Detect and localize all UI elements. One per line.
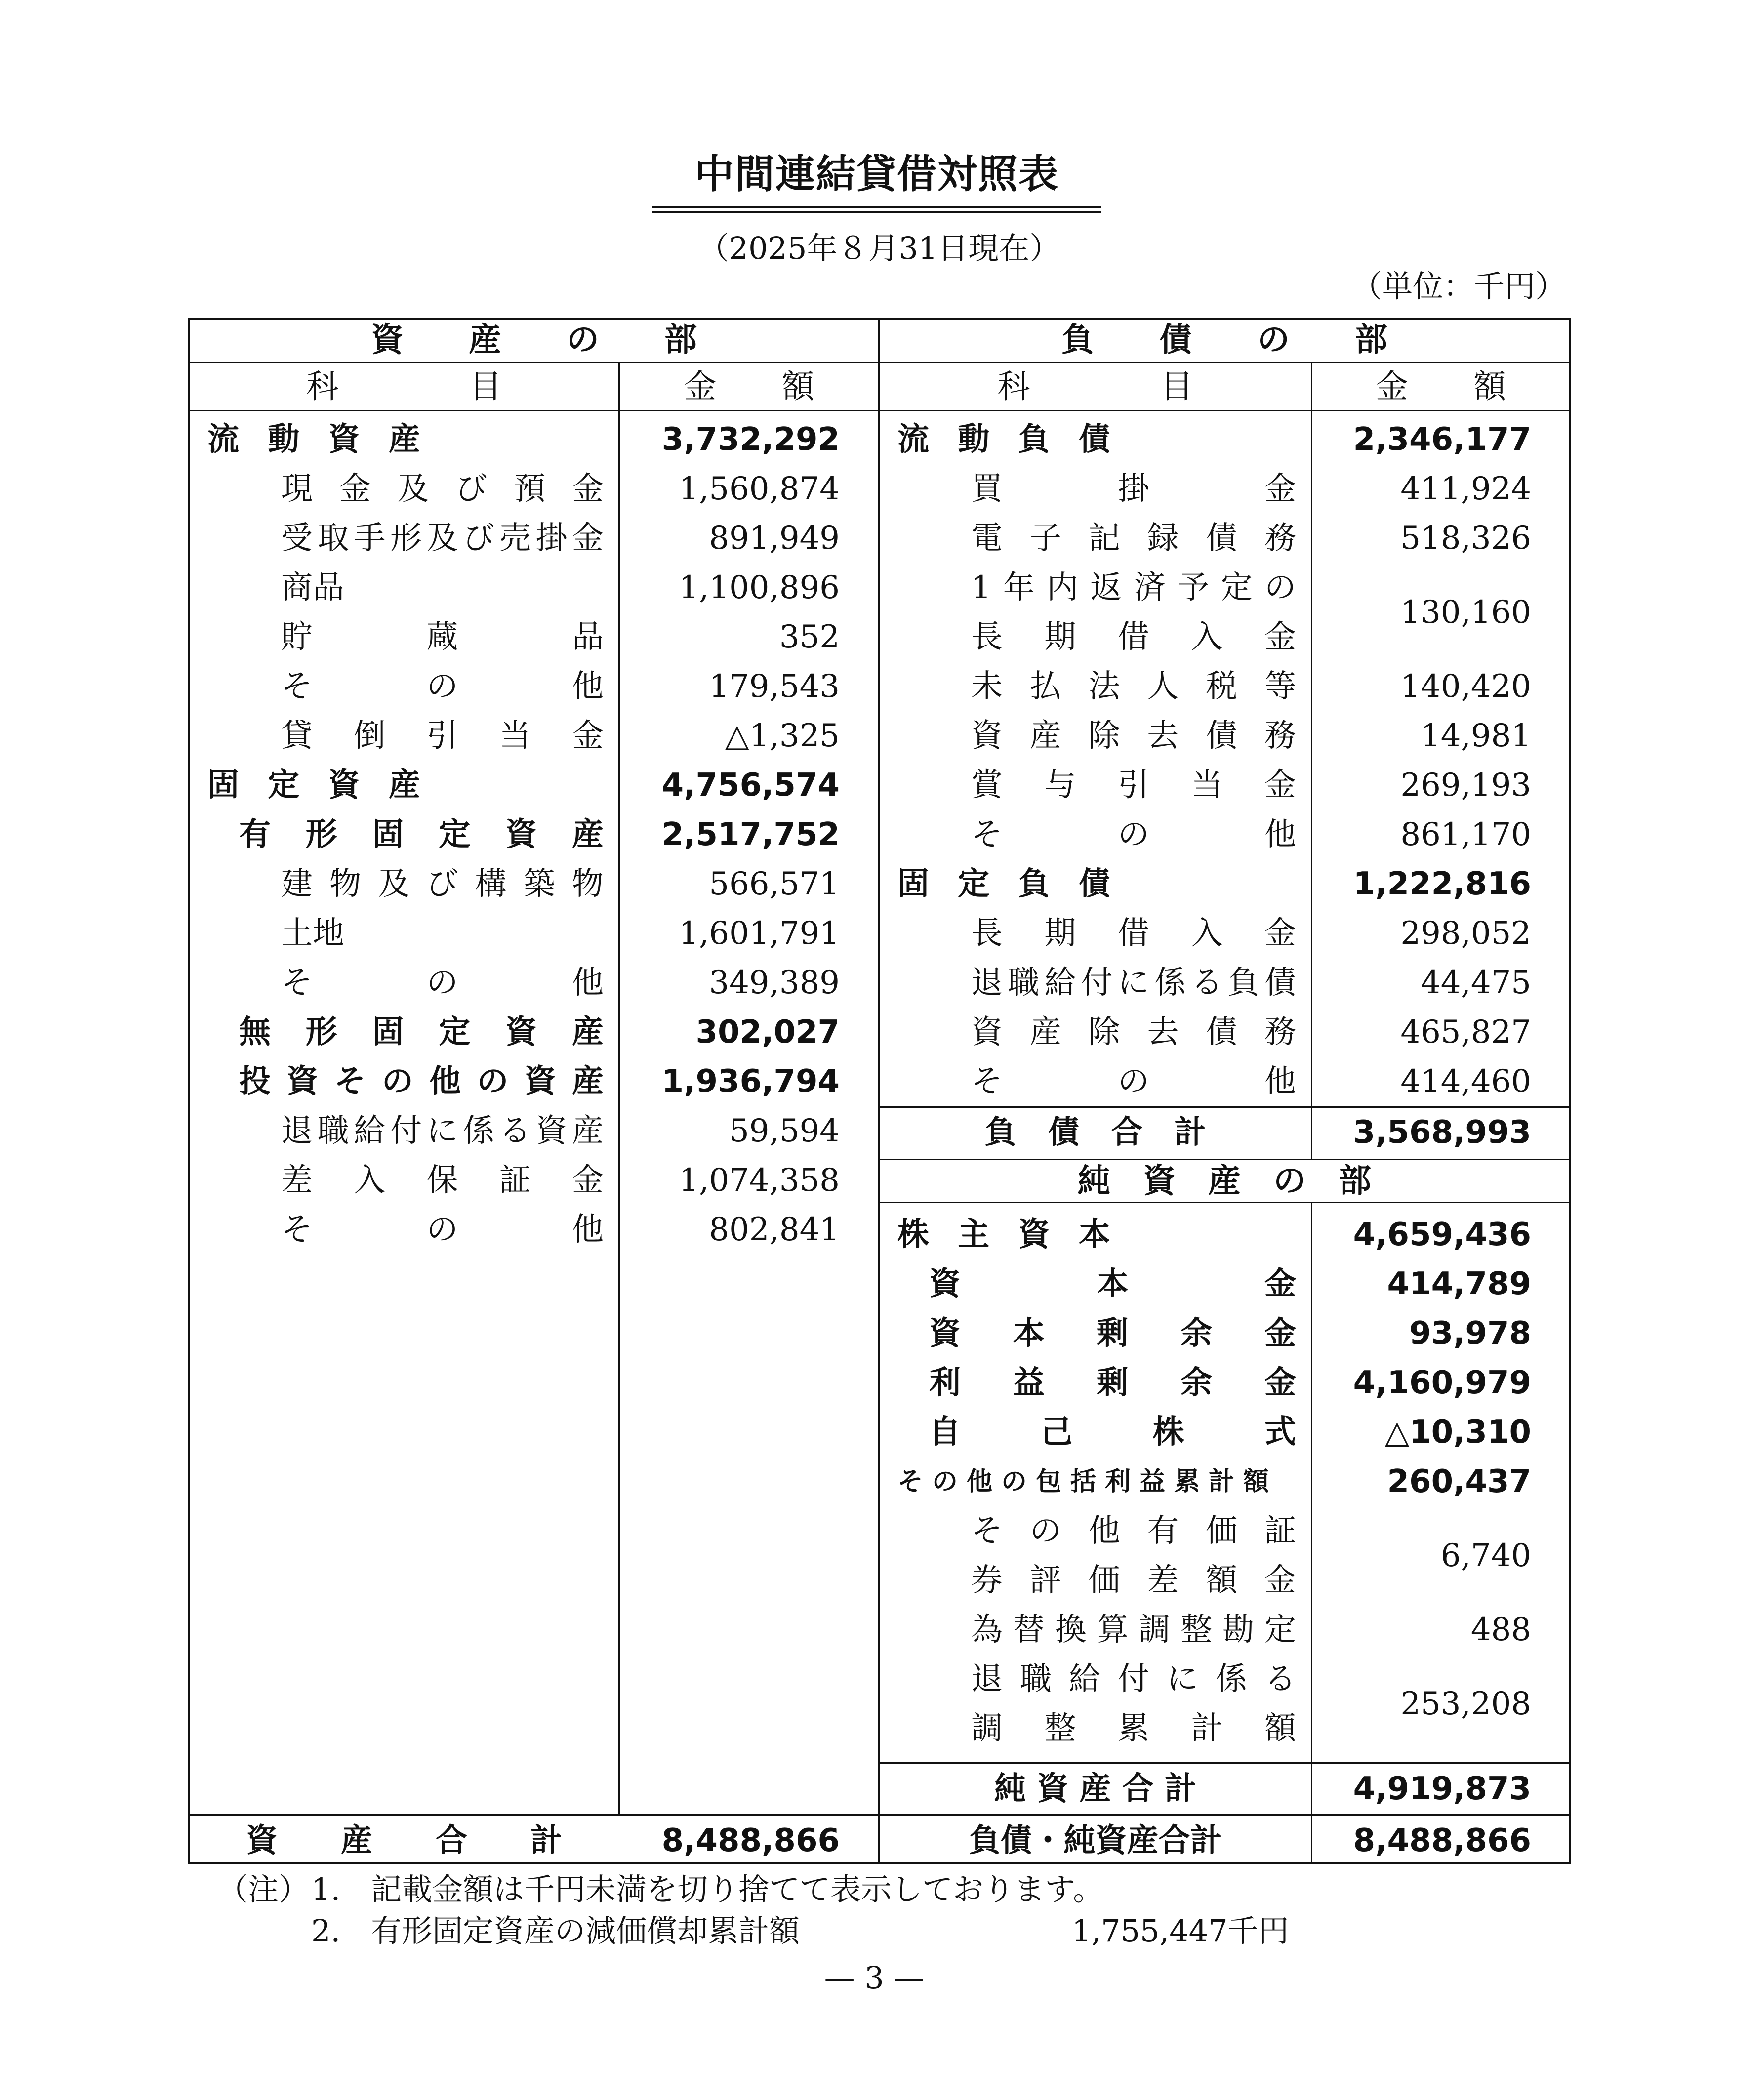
column-header-rule	[188, 410, 1571, 411]
row-label: 未払法人税等	[971, 668, 1296, 705]
row-amount: 298,052	[1400, 915, 1531, 952]
row-amount: 1,100,896	[679, 569, 840, 606]
row-label: その他	[971, 1063, 1296, 1100]
row-label: 1年内返済予定の	[971, 569, 1296, 606]
row-amount: 1,560,874	[679, 471, 840, 507]
row-label: 現金及び預金	[281, 471, 604, 507]
row-label: 自己株式	[929, 1414, 1296, 1451]
row-label: 貸倒引当金	[281, 718, 604, 754]
row-amount: 4,659,436	[1353, 1216, 1531, 1253]
row-amount: 260,437	[1387, 1463, 1531, 1500]
row-amount: 4,756,574	[661, 767, 840, 804]
row-amount: 352	[779, 619, 840, 655]
row-amount: 891,949	[709, 520, 840, 557]
row-label: 券評価差額金	[971, 1562, 1296, 1599]
row-label: 退職給付に係る資産	[281, 1113, 604, 1149]
assets-total-amount: 8,488,866	[661, 1822, 840, 1859]
row-label: 流 動 負 債	[897, 421, 1119, 458]
row-amount: 4,160,979	[1353, 1365, 1531, 1401]
note-line-2-value: 1,755,447千円	[1072, 1913, 1289, 1949]
row-label: 長期借入金	[971, 619, 1296, 655]
row-label: その他	[281, 965, 604, 1001]
row-label: 差入保証金	[281, 1162, 604, 1199]
page-title: 中間連結貸借対照表	[694, 151, 1059, 197]
row-label: 電子記録債務	[971, 520, 1296, 557]
row-label: 退職給付に係る	[971, 1661, 1296, 1697]
row-label: 調整累計額	[971, 1710, 1296, 1747]
row-label: 為替換算調整勘定	[971, 1612, 1296, 1648]
row-amount: 861,170	[1400, 816, 1531, 853]
liabilities-total-amount: 3,568,993	[1353, 1114, 1531, 1151]
assets-item-column-header: 科 目	[306, 367, 502, 405]
row-label: その他	[281, 1212, 604, 1248]
title-underline-lower	[652, 211, 1101, 213]
row-label: 商品	[281, 569, 344, 606]
liabilities-column-divider	[1311, 362, 1312, 1160]
row-amount: △10,310	[1384, 1414, 1531, 1451]
row-amount: 93,978	[1409, 1315, 1531, 1352]
net-assets-column-divider	[1311, 1202, 1312, 1864]
row-label: 貯蔵品	[281, 619, 604, 655]
notes-prefix: （注）	[217, 1871, 310, 1907]
row-amount: 1,074,358	[679, 1162, 840, 1199]
row-label: 株 主 資 本	[897, 1216, 1119, 1253]
row-label: 資本金	[929, 1266, 1296, 1302]
net-assets-total-amount: 4,919,873	[1353, 1771, 1531, 1807]
row-label: 資産除去債務	[971, 718, 1296, 754]
liabilities-section-header: 負 債 の 部	[1061, 321, 1387, 359]
row-amount: 1,601,791	[679, 915, 840, 952]
row-amount: 2,346,177	[1353, 421, 1531, 458]
row-label: 無形固定資産	[239, 1014, 604, 1050]
row-amount: 302,027	[695, 1014, 840, 1050]
row-amount: 269,193	[1400, 767, 1531, 804]
row-label: その他	[971, 816, 1296, 853]
row-amount: 140,420	[1400, 668, 1531, 705]
row-label: 買掛金	[971, 471, 1296, 507]
row-label: 固 定 負 債	[897, 866, 1119, 902]
row-amount: 566,571	[709, 866, 840, 902]
title-underline	[652, 206, 1101, 208]
row-label: その他有価証	[971, 1513, 1296, 1549]
row-amount: 518,326	[1400, 520, 1531, 557]
assets-liabilities-divider	[878, 318, 880, 1864]
note-line-1: 1. 記載金額は千円未満を切り捨てて表示しております。	[311, 1871, 1104, 1907]
row-label: 固 定 資 産	[207, 767, 429, 804]
grand-total-label: 負債・純資産合計	[969, 1822, 1222, 1859]
row-label: 土地	[281, 915, 344, 952]
net-assets-total-top-rule	[878, 1762, 1571, 1764]
row-label: 受取手形及び売掛金	[281, 520, 604, 557]
assets-total-label: 資 産 合 計	[246, 1822, 562, 1859]
row-amount: 1,936,794	[661, 1063, 840, 1100]
row-label: その他	[281, 668, 604, 705]
row-amount: 414,789	[1387, 1266, 1531, 1302]
row-amount: 488	[1470, 1612, 1531, 1648]
row-label: 退職給付に係る負債	[971, 965, 1296, 1001]
assets-column-divider	[618, 362, 620, 1814]
net-assets-total-label: 純 資 産 合 計	[994, 1771, 1197, 1807]
liabilities-item-column-header: 科 目	[997, 367, 1193, 405]
liabilities-total-label: 負 債 合 計	[984, 1114, 1206, 1151]
section-header-rule	[188, 362, 1571, 363]
row-label: 賞与引当金	[971, 767, 1296, 804]
row-amount: 349,389	[709, 965, 840, 1001]
row-amount: 414,460	[1400, 1063, 1531, 1100]
row-label: 投資その他の資産	[239, 1063, 604, 1100]
row-amount: 802,841	[709, 1212, 840, 1248]
report-date: （2025年８月31日現在）	[698, 230, 1060, 266]
row-amount: 6,740	[1440, 1537, 1531, 1574]
row-label: 建物及び構築物	[281, 866, 604, 902]
row-amount: △1,325	[725, 718, 840, 754]
row-label: その他の包括利益累計額	[897, 1467, 1278, 1496]
page-number: — 3 —	[824, 1960, 925, 1996]
row-amount: 14,981	[1421, 718, 1531, 754]
row-label: 流 動 資 産	[207, 421, 429, 458]
row-label: 長期借入金	[971, 915, 1296, 952]
assets-section-header: 資 産 の 部	[371, 321, 697, 359]
row-amount: 44,475	[1421, 965, 1531, 1001]
net-assets-section-header: 純 資 産 の 部	[1078, 1162, 1371, 1200]
row-amount: 3,732,292	[661, 421, 840, 458]
liabilities-amount-column-header: 金 額	[1376, 367, 1506, 405]
row-label: 資産除去債務	[971, 1014, 1296, 1050]
row-amount: 130,160	[1400, 594, 1531, 631]
grand-total-top-rule	[188, 1814, 1571, 1816]
row-amount: 59,594	[729, 1113, 840, 1149]
row-amount: 411,924	[1400, 471, 1531, 507]
grand-total-amount: 8,488,866	[1353, 1822, 1531, 1859]
row-amount: 253,208	[1400, 1686, 1531, 1722]
row-amount: 179,543	[709, 668, 840, 705]
row-label: 資本剰余金	[929, 1315, 1296, 1352]
assets-amount-column-header: 金 額	[684, 367, 814, 405]
row-amount: 465,827	[1400, 1014, 1531, 1050]
unit-label: （単位：千円）	[1351, 268, 1566, 304]
note-line-2: 2. 有形固定資産の減価償却累計額	[311, 1913, 800, 1949]
row-amount: 2,517,752	[661, 816, 840, 853]
row-amount: 1,222,816	[1353, 866, 1531, 902]
row-label: 有形固定資産	[239, 816, 604, 853]
row-label: 利益剰余金	[929, 1365, 1296, 1401]
